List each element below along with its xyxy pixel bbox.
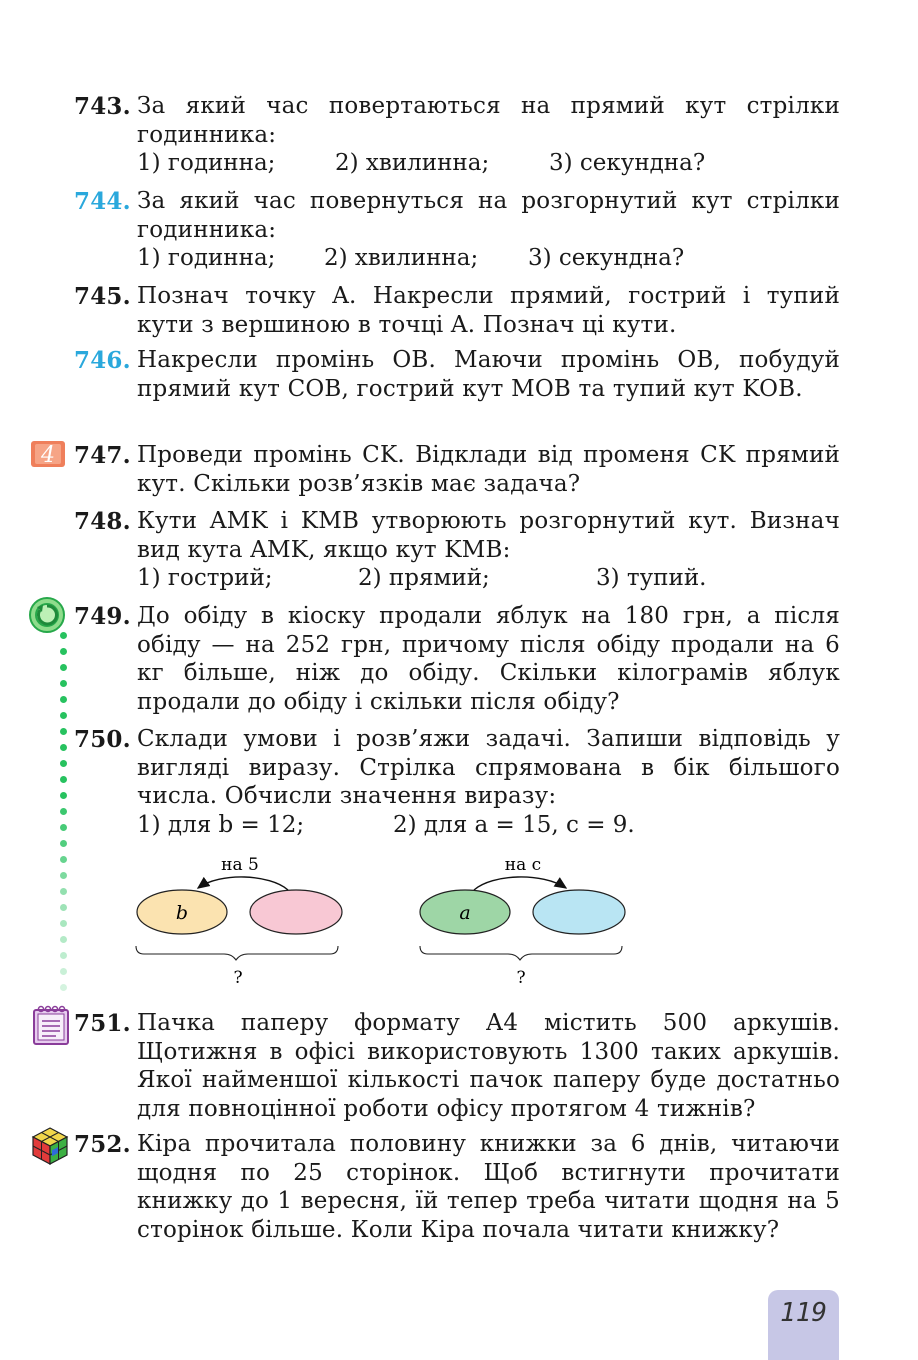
page-number: 119 — [768, 1290, 839, 1360]
problem-743 — [74, 92, 840, 178]
problem-745 — [74, 282, 840, 339]
rubik-cube-icon — [30, 1126, 70, 1170]
problem-number: 749. — [74, 603, 131, 630]
answer-options — [137, 244, 840, 273]
option-2: 2) хвилинна; — [335, 150, 490, 176]
answer-options — [137, 811, 840, 840]
answer-options — [137, 149, 840, 178]
option-3: 3) секундна? — [528, 245, 685, 271]
total-label-1: ? — [233, 968, 243, 988]
problem-number: 744. — [74, 188, 131, 215]
arrow-label-2: на c — [504, 855, 542, 875]
problem-text: Склади умови і розв’яжи задачі. Запиши відповідь у вигляді виразу. Стрілка спрямована в бік більшого числа. Обчисли значення виразу: — [137, 726, 840, 809]
problem-text: Накресли промінь OB. Маючи промінь OB, побудуй прямий кут COB, гострий кут MOB та тупий кут KOB. — [137, 347, 840, 402]
oval-right-2 — [533, 890, 625, 934]
problem-752 — [74, 1130, 840, 1244]
option-2: 2) прямий; — [358, 565, 490, 591]
problem-number: 743. — [74, 93, 131, 120]
problem-746 — [74, 346, 840, 403]
problem-number: 748. — [74, 508, 131, 535]
notepad-icon — [32, 1004, 70, 1050]
arrow-label-1: на 5 — [221, 855, 259, 875]
problem-text: До обіду в кіоску продали яблук на 180 грн, а після обіду — на 252 грн, причому після обіду продали на 6 кг більше, ніж до обіду. Скільки кілограмів яблук продали до обіду і скільки після обіду? — [137, 603, 840, 715]
problem-number: 751. — [74, 1010, 131, 1037]
problem-749 — [74, 602, 840, 716]
oval-label-b: b — [175, 902, 189, 924]
answer-options — [137, 564, 840, 593]
problem-text: За який час повертаються на прямий кут стрілки годинника: — [137, 93, 840, 148]
problem-number: 750. — [74, 726, 131, 753]
arrow-2 — [474, 877, 566, 890]
problem-text: Кіра прочитала половину книжки за 6 днів, читаючи щодня по 25 сторінок. Щоб встигнути прочитати книжку до 1 вересня, їй тепер треба читати щодня на 5 сторінок більше. Коли Кіра почала читати книжку? — [137, 1131, 840, 1243]
brace-1 — [136, 946, 338, 960]
option-1: 1) для b = 12; — [137, 811, 305, 838]
problem-text: Познач точку A. Накресли прямий, гострий і тупий кути з вершиною в точці A. Познач ці кути. — [137, 283, 840, 338]
problem-751 — [74, 1009, 840, 1123]
problem-text: Пачка паперу формату А4 містить 500 аркушів. Щотижня в офісі використовують 1300 таких аркушів. Якої найменшої кількості пачок паперу буде достатньо для повноцінної роботи офісу протягом 4 тижнів? — [137, 1010, 840, 1122]
problem-744 — [74, 187, 840, 273]
problem-748 — [74, 507, 840, 593]
problem-number: 745. — [74, 283, 131, 310]
problem-number: 747. — [74, 442, 131, 469]
problem-750 — [74, 725, 840, 840]
arrow-1 — [198, 877, 288, 890]
option-1: 1) гострий; — [137, 565, 273, 591]
option-2: 2) хвилинна; — [324, 245, 479, 271]
option-2: 2) для a = 15, c = 9. — [393, 811, 635, 838]
problem-750-diagrams — [120, 846, 660, 996]
level-4-badge-icon — [30, 440, 66, 472]
diagram-1 — [136, 855, 342, 988]
problem-number: 752. — [74, 1131, 131, 1158]
problem-text: За який час повернуться на розгорнутий кут стрілки годинника: — [137, 188, 840, 243]
oval-label-a: a — [459, 902, 471, 924]
repeat-arrow-icon — [28, 596, 66, 638]
option-1: 1) годинна; — [137, 150, 276, 176]
option-3: 3) секундна? — [549, 150, 706, 176]
diagram-2 — [420, 855, 625, 988]
problem-text: Проведи промінь CK. Відклади від променя CK прямий кут. Скільки розв’язків має задача? — [137, 442, 840, 497]
option-3: 3) тупий. — [596, 565, 707, 591]
option-1: 1) годинна; — [137, 245, 276, 271]
total-label-2: ? — [516, 968, 526, 988]
oval-right-1 — [250, 890, 342, 934]
level-badge-label: 4 — [41, 443, 55, 468]
problem-text: Кути AMK і KMB утворюють розгорнутий кут. Визнач вид кута AMK, якщо кут KMB: — [137, 508, 840, 563]
problem-747 — [74, 441, 840, 498]
problem-number: 746. — [74, 347, 131, 374]
brace-2 — [420, 946, 622, 960]
